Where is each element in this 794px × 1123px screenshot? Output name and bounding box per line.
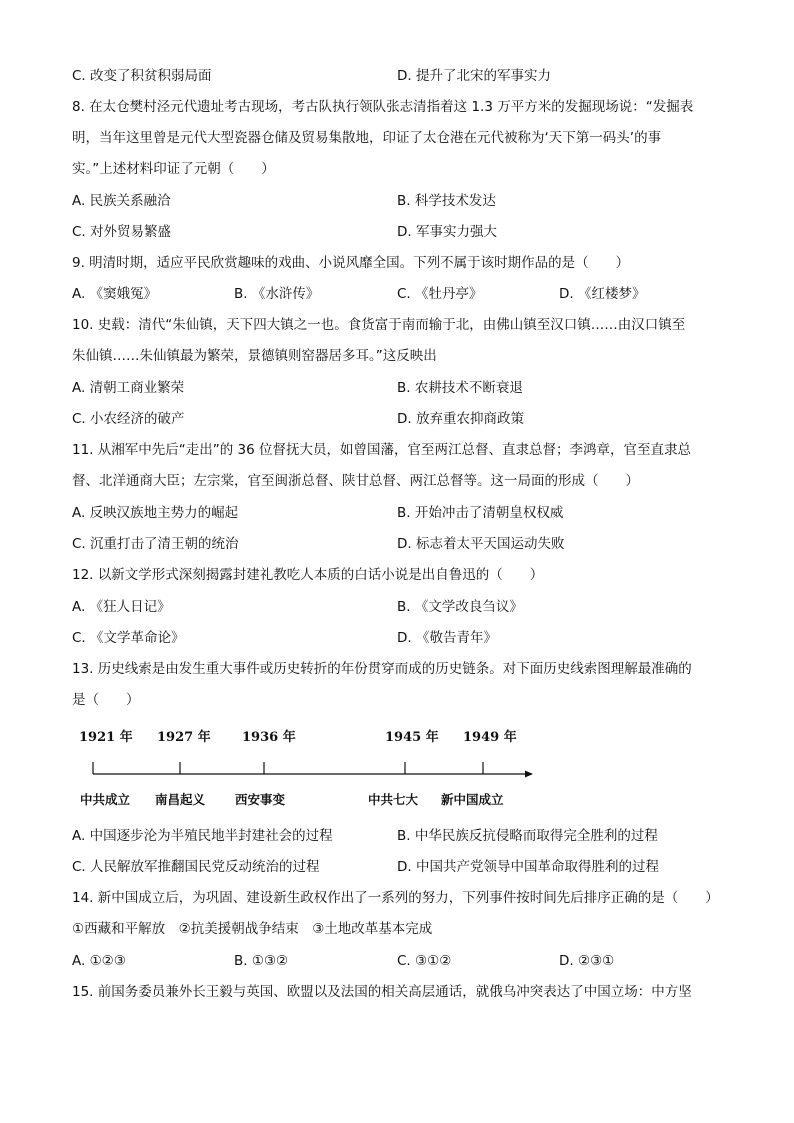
- q8-option-c: C. 对外贸易繁盛: [72, 224, 172, 240]
- q13-stem-line2: 是（ ）: [72, 692, 140, 708]
- q14-option-c: C. ③①②: [397, 953, 452, 969]
- q10-option-b: B. 农耕技术不断衰退: [397, 380, 523, 396]
- q12-option-d: D. 《敬告青年》: [397, 630, 497, 646]
- timeline-arrow-head: [525, 771, 533, 778]
- timeline-event-1936: 西安事变: [235, 792, 286, 807]
- q13-option-c: C. 人民解放军推翻国民党反动统治的过程: [72, 859, 320, 875]
- q12-option-a: A. 《狂人日记》: [72, 599, 171, 615]
- timeline-axis: [85, 757, 540, 779]
- q7-option-c: C. 改变了积贫积弱局面: [72, 68, 212, 84]
- q9-stem-line1: 9. 明清时期，适应平民欣赏趣味的戏曲、小说风靡全国。下列不属于该时期作品的是（ ）: [72, 255, 630, 271]
- q14-option-d: D. ②③①: [559, 953, 615, 969]
- q12-option-b: B. 《文学改良刍议》: [397, 599, 523, 615]
- q13-stem-line1: 13. 历史线索是由发生重大事件或历史转折的年份贯穿而成的历史链条。对下面历史线索图理解最准确的: [72, 661, 692, 677]
- q10-stem-line1: 10. 史载：清代“朱仙镇，天下四大镇之一也。食货富于南而输于北，由佛山镇至汉口镇……由汉口镇至: [72, 317, 686, 333]
- q12-option-c: C. 《文学革命论》: [72, 630, 185, 646]
- q15-stem-line1: 15. 前国务委员兼外长王毅与英国、欧盟以及法国的相关高层通话，就俄乌冲突表达了中国立场：中方坚: [72, 984, 692, 1000]
- q8-option-d: D. 军事实力强大: [397, 224, 497, 240]
- q12-stem-line1: 12. 以新文学形式深刻揭露封建礼教吃人本质的白话小说是出自鲁迅的（ ）: [72, 567, 544, 583]
- q13-option-a: A. 中国逐步沦为半殖民地半封建社会的过程: [72, 828, 333, 844]
- timeline-event-1945: 中共七大: [368, 792, 419, 807]
- q9-option-b: B. 《水浒传》: [234, 286, 320, 302]
- q8-stem-line1: 8. 在太仓樊村泾元代遗址考古现场，考古队执行领队张志清指着这 1.3 万平方米的发掘现场说：“发掘表: [72, 99, 694, 115]
- timeline-event-1949: 新中国成立: [441, 792, 504, 807]
- q8-option-b: B. 科学技术发达: [397, 193, 496, 209]
- q11-option-b: B. 开始冲击了清朝皇权权威: [397, 505, 564, 521]
- q8-stem-line3: 实。”上述材料印证了元朝（ ）: [72, 161, 275, 177]
- q11-stem-line1: 11. 从湘军中先后“走出”的 36 位督抚大员，如曾国藩，官至两江总督、直隶总督；李鸿章，官至直隶总: [72, 442, 692, 458]
- q13-option-b: B. 中华民族反抗侵略而取得完全胜利的过程: [397, 828, 658, 844]
- q9-option-d: D. 《红楼梦》: [559, 286, 646, 302]
- q14-option-b: B. ①③②: [234, 953, 289, 969]
- q14-stem-line1: 14. 新中国成立后，为巩固、建设新生政权作出了一系列的努力，下列事件按时间先后排序正确的是（ ）: [72, 890, 719, 906]
- q11-option-a: A. 反映汉族地主势力的崛起: [72, 505, 239, 521]
- q7-option-d: D. 提升了北宋的军事实力: [397, 68, 551, 84]
- q8-option-a: A. 民族关系融洽: [72, 193, 171, 209]
- q10-option-a: A. 清朝工商业繁荣: [72, 380, 185, 396]
- q11-option-c: C. 沉重打击了清王朝的统治: [72, 536, 239, 552]
- timeline-event-1927: 南昌起义: [155, 792, 206, 807]
- q8-stem-line2: 明，当年这里曾是元代大型瓷器仓储及贸易集散地，印证了太仓港在元代被称为‘天下第一码头’的事: [72, 130, 662, 146]
- q10-stem-line2: 朱仙镇……朱仙镇最为繁荣，景德镇则窑器居多耳。”这反映出: [72, 348, 437, 364]
- q10-option-c: C. 小农经济的破产: [72, 411, 185, 427]
- q9-option-c: C. 《牡丹亭》: [397, 286, 483, 302]
- timeline-year-1927: 1927 年: [157, 730, 211, 745]
- q11-stem-line2: 督、北洋通商大臣；左宗棠，官至闽浙总督、陕甘总督、两江总督等。这一局面的形成（ ）: [72, 473, 639, 489]
- timeline-year-1949: 1949 年: [463, 730, 517, 745]
- q9-option-a: A. 《窦娥冤》: [72, 286, 158, 302]
- timeline-year-1945: 1945 年: [385, 730, 439, 745]
- q13-option-d: D. 中国共产党领导中国革命取得胜利的过程: [397, 859, 659, 875]
- timeline-year-1936: 1936 年: [242, 730, 296, 745]
- q14-stem-line2: ①西藏和平解放 ②抗美援朝战争结束 ③土地改革基本完成: [72, 921, 433, 937]
- q14-option-a: A. ①②③: [72, 953, 126, 969]
- timeline-event-1921: 中共成立: [80, 792, 131, 807]
- timeline-year-1921: 1921 年: [79, 730, 133, 745]
- q11-option-d: D. 标志着太平天国运动失败: [397, 536, 565, 552]
- q10-option-d: D. 放弃重农抑商政策: [397, 411, 524, 427]
